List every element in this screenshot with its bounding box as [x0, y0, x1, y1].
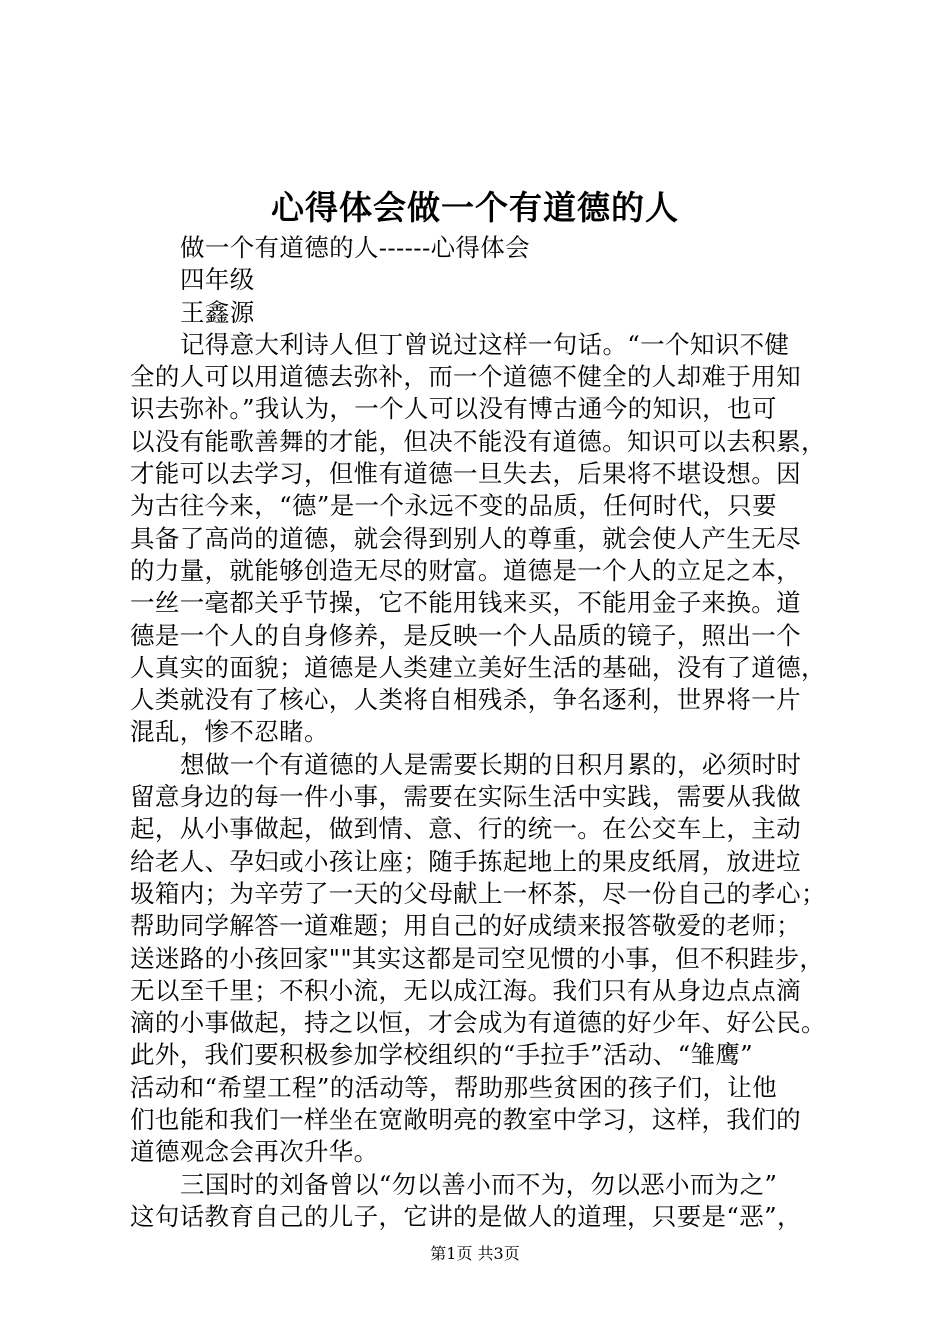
paragraph-line: 才能可以去学习，但惟有道德一旦失去，后果将不堪设想。因	[130, 459, 801, 489]
document-body	[130, 232, 846, 1233]
paragraph-line: 这句话教育自己的儿子，它讲的是做人的道理，只要是“恶”，	[130, 1201, 802, 1231]
paragraph-line: 人真实的面貌；道德是人类建立美好生活的基础，没有了道德，	[130, 652, 826, 682]
paragraph-line: 人类就没有了核心，人类将自相残杀，争名逐利，世界将一片	[130, 685, 801, 715]
header-line-author: 王鑫源	[180, 297, 255, 327]
header-line-subtitle: 做一个有道德的人------心得体会	[180, 233, 530, 262]
paragraph-line: 混乱，惨不忍睹。	[130, 717, 329, 747]
paragraph-line: 送迷路的小孩回家""其实这都是司空见惯的小事，但不积跬步，	[130, 943, 825, 973]
header-line-grade: 四年级	[180, 265, 255, 295]
page-title: 心得体会做一个有道德的人	[271, 188, 679, 227]
paragraph-line: 们也能和我们一样坐在宽敞明亮的教室中学习，这样，我们的	[130, 1105, 801, 1135]
paragraph-line: 一丝一毫都关乎节操，它不能用钱来买，不能用金子来换。道	[130, 588, 801, 618]
paragraph-line: 为古往今来，“德”是一个永远不变的品质，任何时代，只要	[130, 491, 777, 521]
paragraph-line: 以没有能歌善舞的才能，但决不能没有道德。知识可以去积累，	[130, 426, 826, 456]
paragraph-3	[130, 1169, 846, 1234]
paragraph-line: 想做一个有道德的人是需要长期的日积月累的，必须时时	[180, 749, 802, 779]
paragraph-line: 的力量，就能够创造无尽的财富。道德是一个人的立足之本，	[130, 555, 801, 585]
paragraph-line: 三国时的刘备曾以“勿以善小而不为，勿以恶小而为之”	[180, 1169, 778, 1199]
paragraph-1	[130, 329, 846, 749]
paragraph-line: 此外，我们要积极参加学校组织的“手拉手”活动、“雏鹰”	[130, 1040, 754, 1070]
paragraph-line: 全的人可以用道德去弥补，而一个道德不健全的人却难于用知	[130, 362, 801, 392]
paragraph-line: 滴的小事做起，持之以恒，才会成为有道德的好少年、好公民。	[130, 1008, 826, 1038]
page-footer: 第1页 共3页	[430, 1244, 520, 1263]
paragraph-line: 无以至千里；不积小流，无以成江海。我们只有从身边点点滴	[130, 975, 801, 1005]
paragraph-line: 圾箱内；为辛劳了一天的父母献上一杯茶，尽一份自己的孝心；	[130, 878, 826, 908]
paragraph-line: 起，从小事做起，做到情、意、行的统一。在公交车上，主动	[130, 814, 801, 844]
paragraph-line: 帮助同学解答一道难题；用自己的好成绩来报答敬爱的老师；	[130, 911, 801, 941]
paragraph-line: 活动和“希望工程”的活动等，帮助那些贫困的孩子们，让他	[130, 1072, 777, 1102]
paragraph-2	[130, 749, 846, 1169]
paragraph-line: 具备了高尚的道德，就会得到别人的尊重，就会使人产生无尽	[130, 523, 801, 553]
paragraph-line: 道德观念会再次升华。	[130, 1137, 379, 1167]
paragraph-line: 记得意大利诗人但丁曾说过这样一句话。“一个知识不健	[180, 329, 790, 359]
paragraph-line: 给老人、孕妇或小孩让座；随手拣起地上的果皮纸屑，放进垃	[130, 846, 801, 876]
paragraph-line: 德是一个人的自身修养，是反映一个人品质的镜子，照出一个	[130, 620, 801, 650]
paragraph-line: 识去弥补。”我认为，一个人可以没有博古通今的知识，也可	[130, 394, 777, 424]
paragraph-line: 留意身边的每一件小事，需要在实际生活中实践，需要从我做	[130, 782, 801, 812]
